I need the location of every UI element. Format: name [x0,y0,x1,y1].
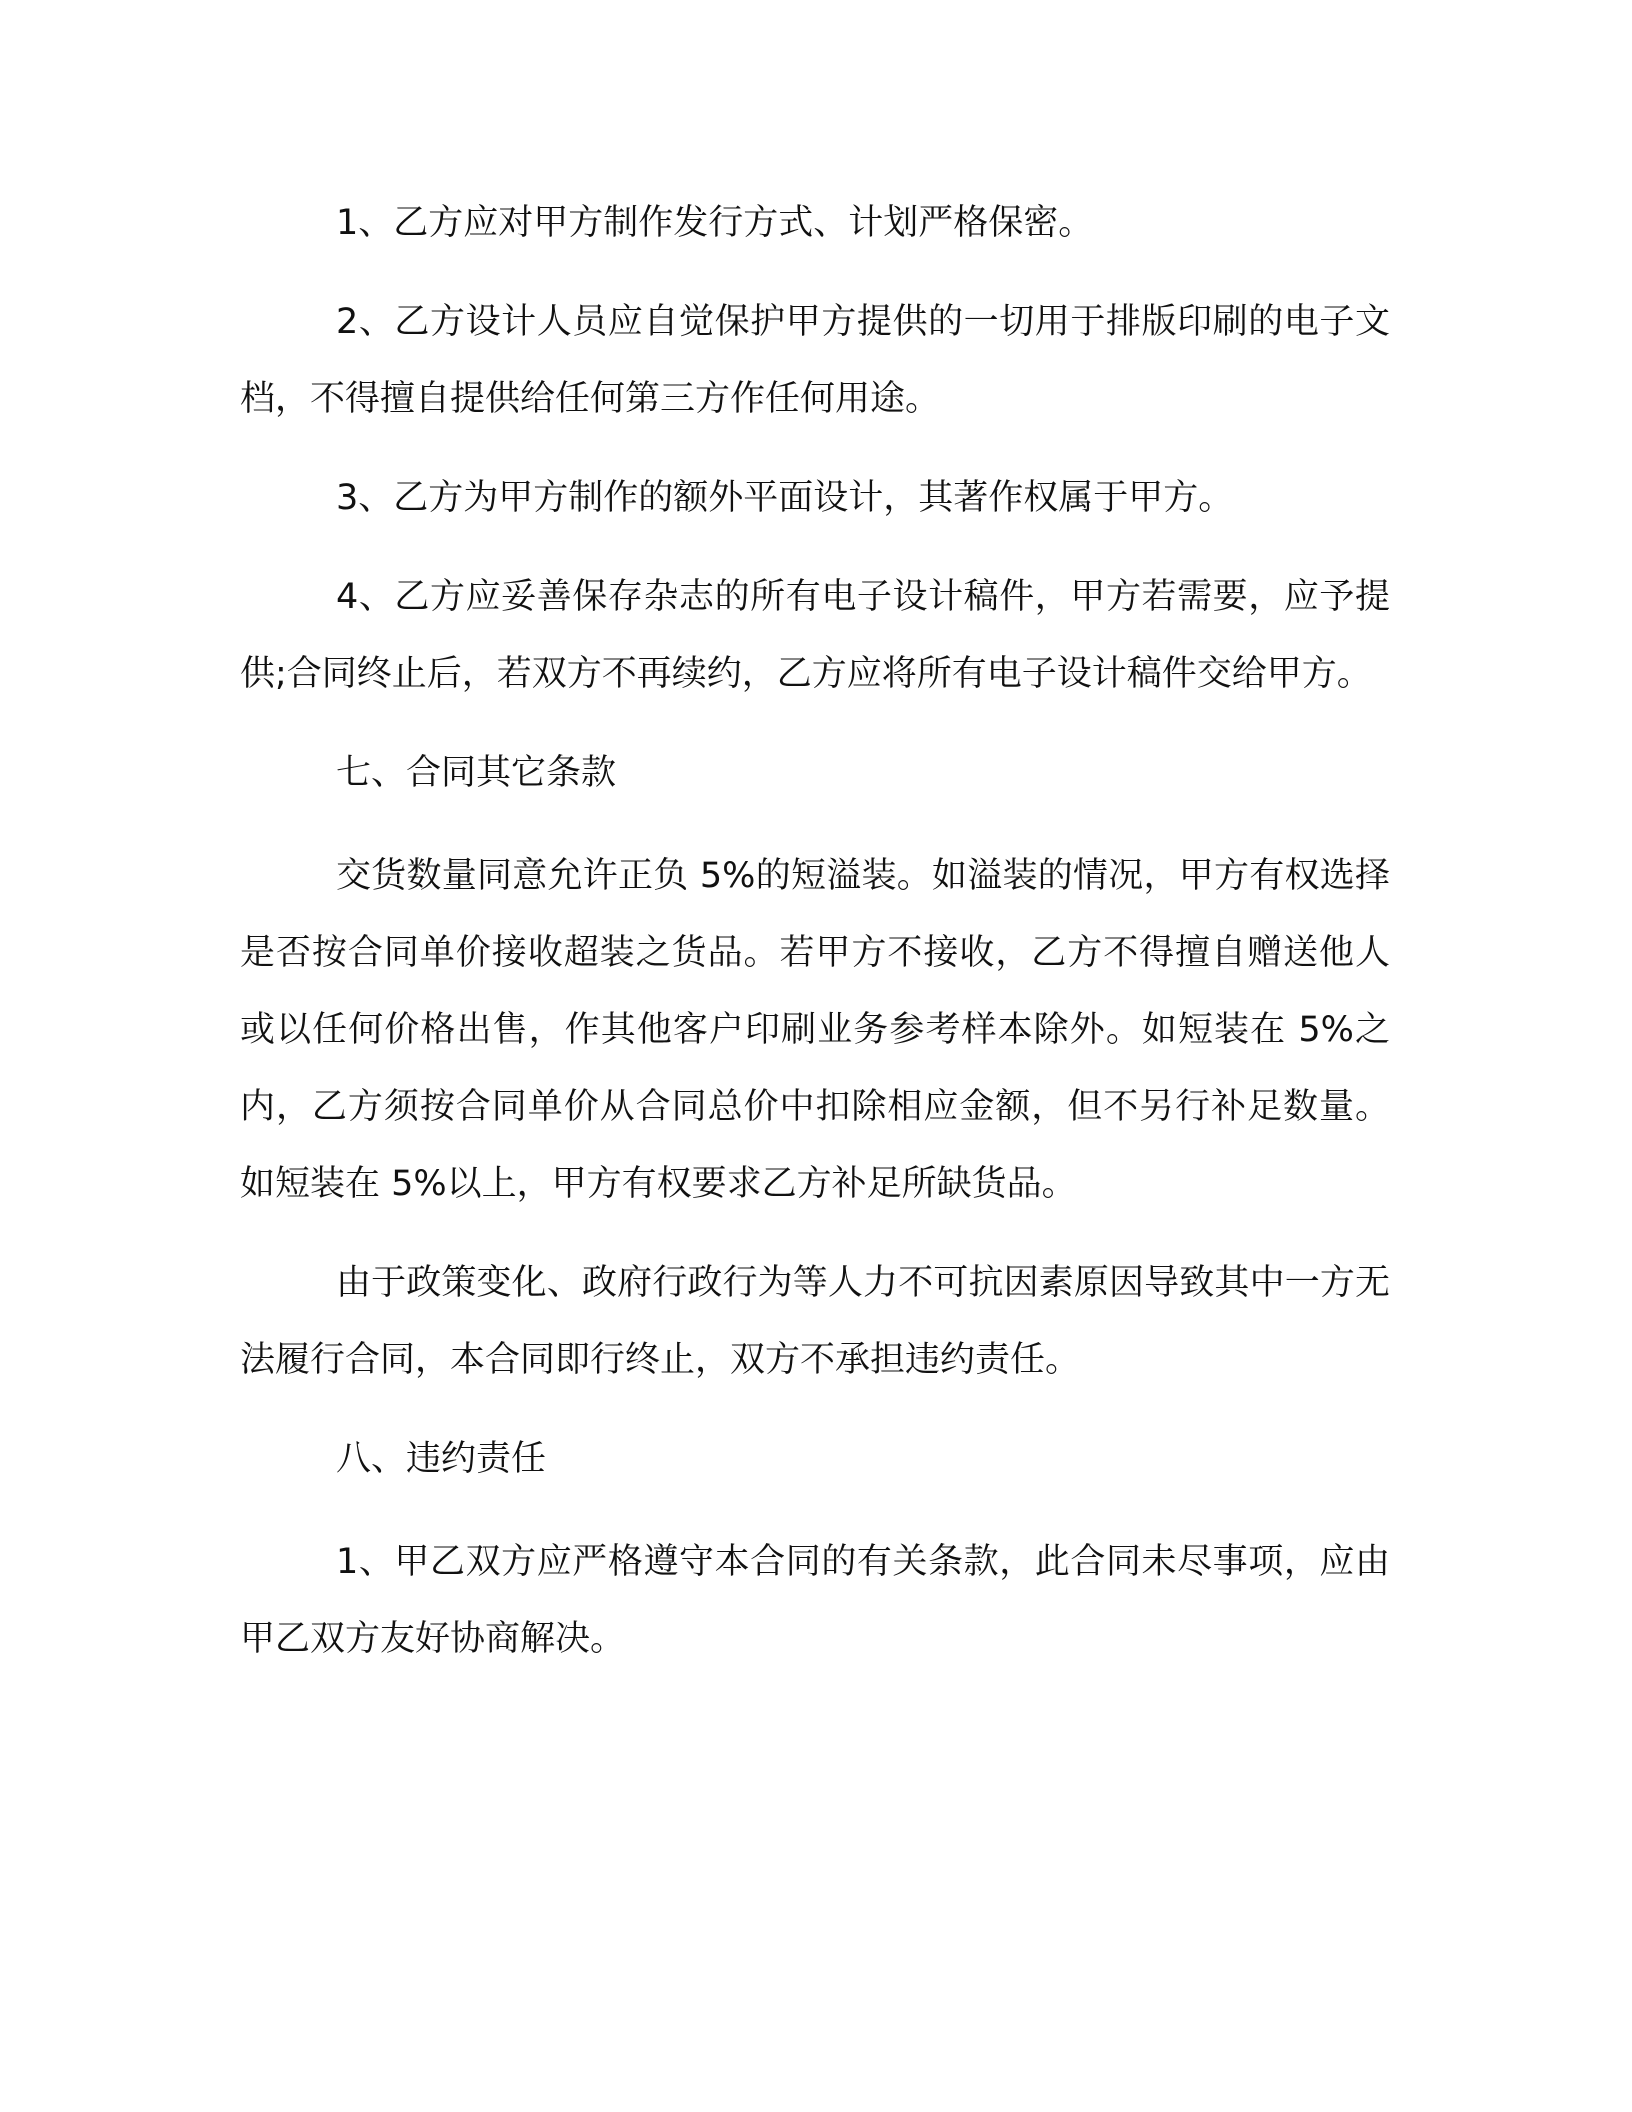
paragraph-delivery-quantity: 交货数量同意允许正负 5%的短溢装。如溢装的情况，甲方有权选择是否按合同单价接收超装之货品。若甲方不接收，乙方不得擅自赠送他人或以任何价格出售，作其他客户印刷业务参考样本除外。如短装在 5%之内，乙方须按合同单价从合同总价中扣除相应金额，但不另行补足数量。如短装在 5%以上，甲方有权要求乙方补足所缺货品。 [240,856,1390,1204]
clause-1-confidentiality: 1、乙方应对甲方制作发行方式、计划严格保密。 [336,203,1094,243]
clause-3-copyright: 3、乙方为甲方制作的额外平面设计，其著作权属于甲方。 [336,478,1234,518]
clause-2-file-protection: 2、乙方设计人员应自觉保护甲方提供的一切用于排版印刷的电子文档，不得擅自提供给任何第三方作任何用途。 [240,302,1390,419]
clause-4-file-storage: 4、乙方应妥善保存杂志的所有电子设计稿件，甲方若需要，应予提供;合同终止后，若双方不再续约，乙方应将所有电子设计稿件交给甲方。 [240,577,1390,694]
liability-clause-1: 1、甲乙双方应严格遵守本合同的有关条款，此合同未尽事项，应由甲乙双方友好协商解决。 [240,1542,1390,1659]
section-heading-liability: 八、违约责任 [336,1439,547,1479]
section-heading-other-terms: 七、合同其它条款 [336,753,617,793]
document-body [240,185,1390,1700]
paragraph-force-majeure: 由于政策变化、政府行政行为等人力不可抗因素原因导致其中一方无法履行合同，本合同即行终止，双方不承担违约责任。 [240,1263,1390,1380]
